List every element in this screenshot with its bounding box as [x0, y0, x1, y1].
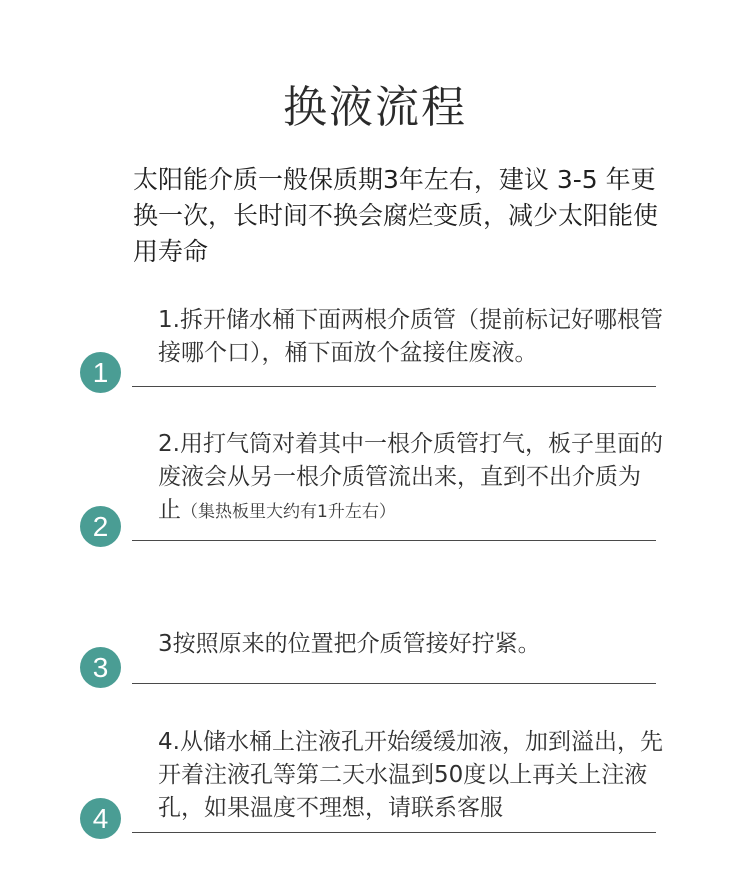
step-3-text: 3按照原来的位置把介质管接好拧紧。 — [158, 631, 541, 657]
step-1 — [80, 300, 663, 400]
step-4 — [80, 726, 663, 846]
step-2-note: （集热板里大约有1升左右） — [181, 502, 396, 522]
step-2 — [80, 428, 663, 548]
step-2-text — [158, 428, 663, 529]
step-2-number-badge: 2 — [80, 506, 121, 547]
step-2-divider — [132, 540, 656, 541]
step-1-text: 1.拆开储水桶下面两根介质管（提前标记好哪根管接哪个口），桶下面放个盆接住废液。 — [158, 307, 663, 366]
step-4-text: 4.从储水桶上注液孔开始缓缓加液，加到溢出，先开着注液孔等第二天水温到50度以上再关上注液孔，如果温度不理想，请联系客服 — [158, 729, 663, 821]
step-3-divider — [132, 683, 656, 684]
page-title: 换液流程 — [283, 82, 467, 133]
step-3 — [80, 628, 660, 698]
step-1-number-badge: 1 — [80, 352, 121, 393]
intro-paragraph: 太阳能介质一般保质期3年左右，建议 3-5 年更换一次，长时间不换会腐烂变质，减少太阳能使用寿命 — [133, 165, 659, 266]
step-3-number-badge: 3 — [80, 647, 121, 688]
step-1-divider — [132, 386, 656, 387]
step-2-main-text: 2.用打气筒对着其中一根介质管打气，板子里面的废液会从另一根介质管流出来，直到不出介质为止 — [158, 431, 663, 523]
step-4-divider — [132, 832, 656, 833]
step-4-number-badge: 4 — [80, 798, 121, 839]
